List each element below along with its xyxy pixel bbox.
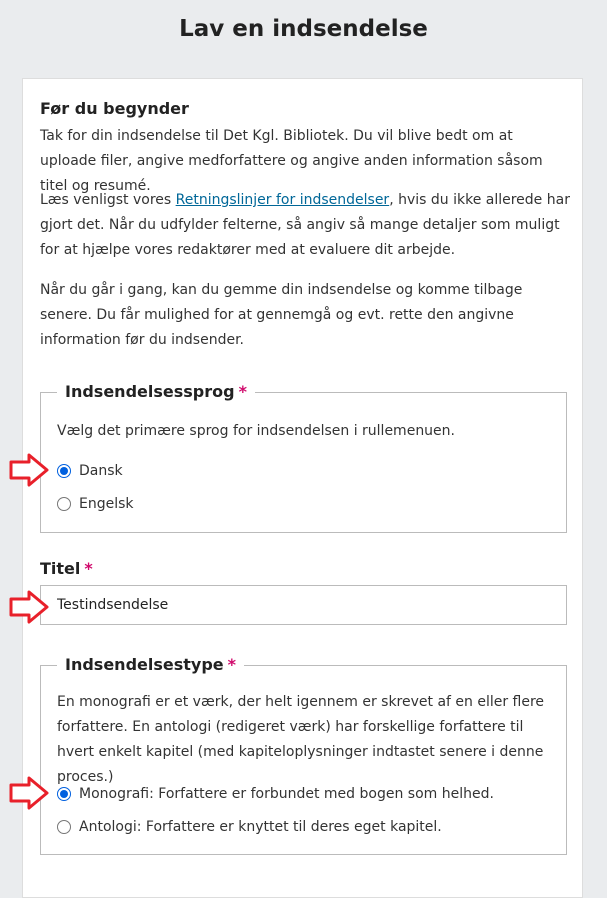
title-label-text: Titel <box>40 559 81 578</box>
radio-monografi-label: Monografi: Forfattere er forbundet med bogen som helhed. <box>79 786 494 802</box>
guidelines-link[interactable]: Retningslinjer for indsendelser <box>175 192 390 208</box>
intro-heading: Før du begynder <box>40 99 189 118</box>
intro-paragraph-2-start: Læs venligst vores <box>40 192 176 208</box>
radio-antologi[interactable] <box>57 818 442 836</box>
arrow-right-icon <box>9 776 49 810</box>
type-legend <box>57 654 244 676</box>
language-fieldset <box>40 382 567 533</box>
radio-engelsk-label: Engelsk <box>79 496 134 512</box>
radio-button[interactable] <box>57 497 71 511</box>
arrow-right-icon <box>9 453 49 487</box>
language-description: Vælg det primære sprog for indsendelsen i rullemenuen. <box>57 423 455 439</box>
intro-paragraph-1: Tak for din indsendelse til Det Kgl. Bibliotek. Du vil blive bedt om at uploade filer, angive medforfattere og angive anden information såsom titel og resumé. <box>40 128 543 194</box>
type-legend-text: Indsendelsestype <box>65 655 224 674</box>
required-marker: * <box>227 655 237 674</box>
required-marker: * <box>238 382 247 401</box>
type-description: En monografi er et værk, der helt igennem er skrevet af en eller flere forfattere. En antologi (redigeret værk) har forskellige forfattere til hvert enkelt kapitel (med kapiteloplysninger indtastet senere i denne proces.) <box>57 694 545 785</box>
radio-monografi[interactable] <box>57 785 494 803</box>
radio-antologi-label: Antologi: Forfattere er knyttet til deres eget kapitel. <box>79 819 442 835</box>
page-title: Lav en indsendelse <box>179 16 428 42</box>
intro-paragraph-2-end: , hvis du ikke allerede har gjort det. Når du udfylder felterne, så angiv så mange detaljer som muligt for at hjælpe vores redaktører med at evaluere dit arbejde. <box>40 192 570 258</box>
radio-button[interactable] <box>57 820 71 834</box>
radio-button-checked[interactable] <box>57 787 71 801</box>
radio-dansk-label: Dansk <box>79 463 123 479</box>
required-marker: * <box>84 559 93 578</box>
submission-type-fieldset <box>40 655 567 855</box>
submission-card <box>22 78 583 898</box>
language-legend <box>57 381 255 403</box>
arrow-right-icon <box>9 590 49 624</box>
intro-paragraph-2 <box>40 188 570 263</box>
radio-engelsk[interactable] <box>57 495 134 513</box>
radio-button-checked[interactable] <box>57 464 71 478</box>
intro-paragraph-3: Når du går i gang, kan du gemme din indsendelse og komme tilbage senere. Du får mulighed for at gennemgå og evt. rette den angivne information før du indsender. <box>40 282 523 348</box>
title-label <box>40 559 93 578</box>
title-input[interactable] <box>40 585 567 625</box>
language-legend-text: Indsendelsessprog <box>65 382 235 401</box>
radio-dansk[interactable] <box>57 462 123 480</box>
